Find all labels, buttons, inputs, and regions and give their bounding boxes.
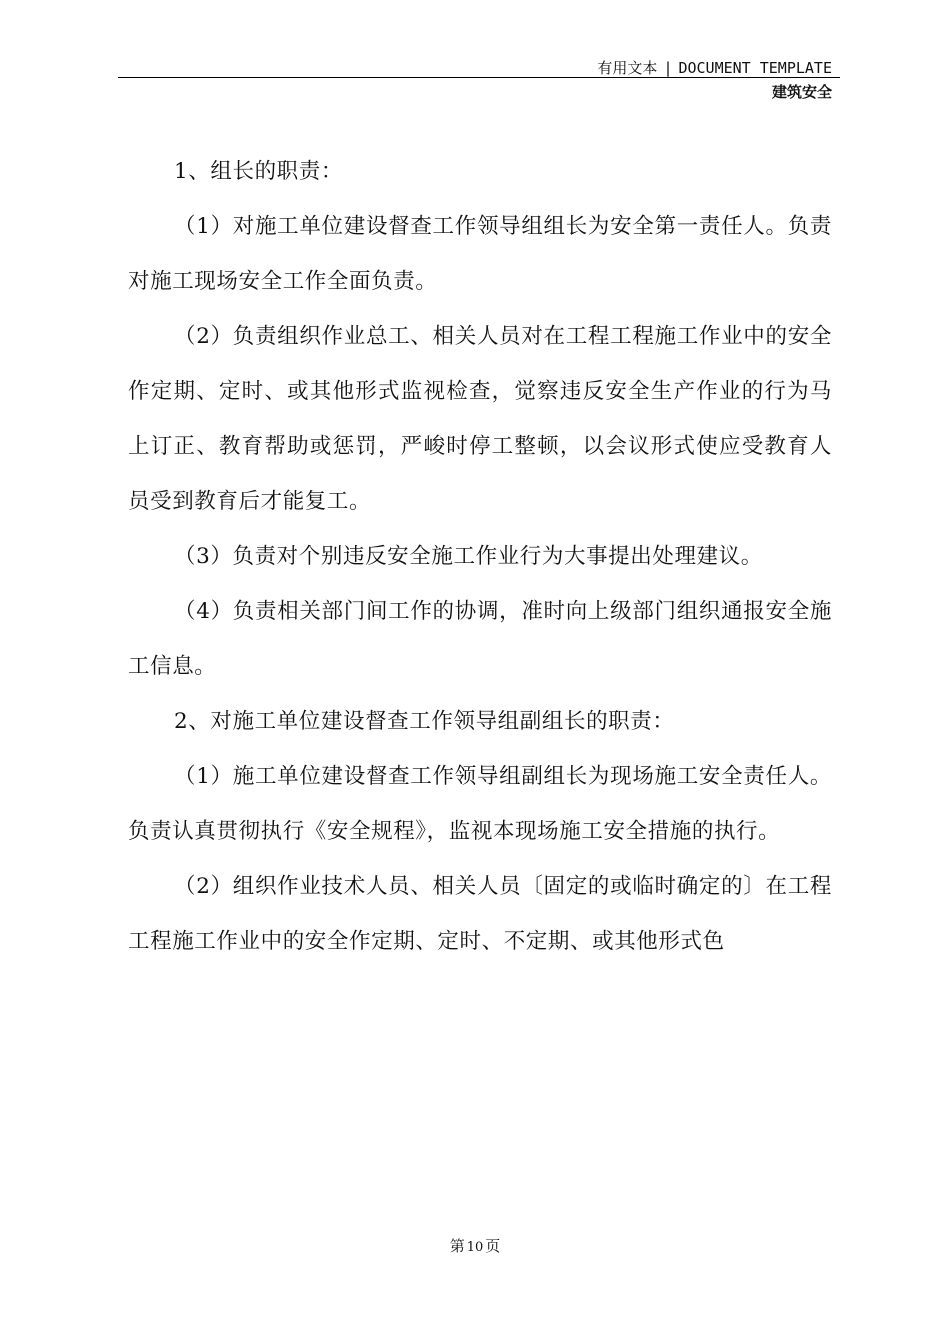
- header-left-text: 有用文本: [597, 59, 658, 77]
- paragraph: （1）施工单位建设督查工作领导组副组长为现场施工安全责任人。负责认真贯彻执行《安全规程》，监视本现场施工安全措施的执行。: [128, 764, 832, 844]
- paragraph: （2）组织作业技术人员、相关人员〔固定的或临时确定的〕在工程工程施工作业中的安全作定期、定时、不定期、或其他形式色: [128, 874, 832, 954]
- header-subtitle: 建筑安全: [771, 83, 832, 101]
- header-right-text: DOCUMENT TEMPLATE: [678, 59, 832, 77]
- paragraph: （3）负责对个别违反安全施工作业行为大事提出处理建议。: [174, 544, 763, 569]
- paragraph-heading-1: 1、组长的职责：: [174, 159, 343, 184]
- footer-prefix: 第: [449, 1237, 465, 1255]
- header-divider: [118, 77, 840, 78]
- paragraph: （1）对施工单位建设督查工作领导组组长为安全第一责任人。负责对施工现场安全工作全面负责。: [128, 214, 832, 294]
- page-header: [118, 58, 840, 108]
- paragraph-heading-2: 2、对施工单位建设督查工作领导组副组长的职责：: [174, 709, 675, 734]
- header-title-line: [597, 58, 832, 78]
- header-separator: |: [663, 59, 673, 77]
- page-number: 10: [466, 1240, 484, 1255]
- footer-suffix: 页: [485, 1237, 501, 1255]
- page-footer: [0, 1236, 950, 1258]
- paragraph: （2）负责组织作业总工、相关人员对在工程工程施工作业中的安全作定期、定时、或其他形式监视检查，觉察违反安全生产作业的行为马上订正、教育帮助或惩罚，严峻时停工整顿，以会议形式使应受教育人员受到教育后才能复工。: [128, 324, 832, 514]
- document-body: [128, 144, 832, 969]
- paragraph: （4）负责相关部门间工作的协调，准时向上级部门组织通报安全施工信息。: [128, 599, 832, 679]
